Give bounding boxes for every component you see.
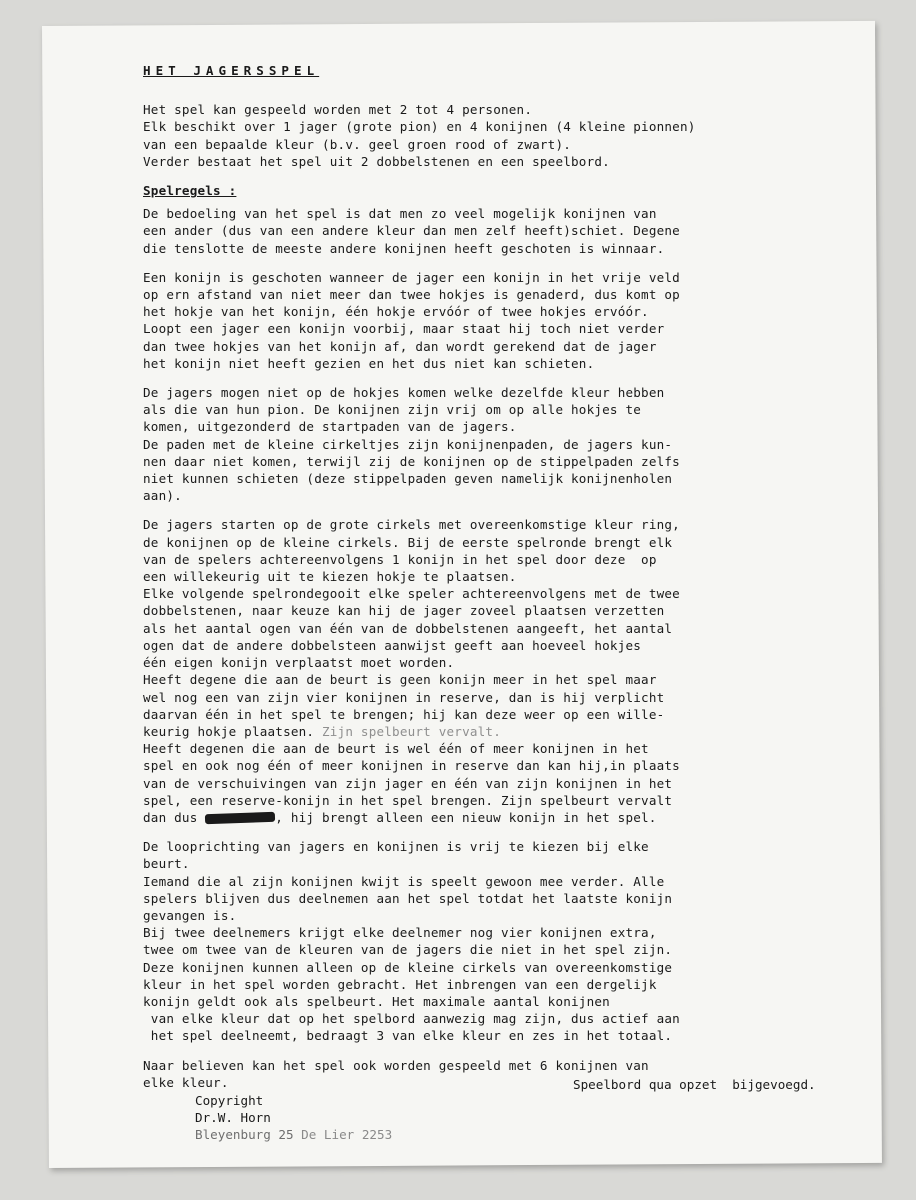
text-line: Elk beschikt over 1 jager (grote pion) en 4 konijnen (4 kleine pionnen): [143, 119, 696, 135]
author-footer: [195, 1092, 392, 1144]
text-line: daarvan één in het spel te brengen; hij kan deze weer op een wille-: [143, 706, 665, 722]
text-line: spel, een reserve-konijn in het spel brengen. Zijn spelbeurt vervalt: [143, 792, 673, 808]
text-line: op ern afstand van niet meer dan twee hokjes is genaderd, dus komt op: [143, 287, 680, 303]
text-line: een willekeurig uit te kiezen hokje te plaatsen.: [143, 569, 517, 585]
text-line: Een konijn is geschoten wanneer de jager een konijn in het vrije veld: [143, 269, 680, 285]
text-line: die tenslotte de meeste andere konijnen heeft geschoten is winnaar.: [143, 240, 665, 256]
text-line: De jagers starten op de grote cirkels met overeenkomstige kleur ring,: [143, 517, 680, 533]
text-line: dan twee hokjes van het konijn af, dan wordt gerekend dat de jager: [143, 338, 657, 354]
text-line: nen daar niet komen, terwijl zij de konijnen op de stippelpaden zelfs: [143, 453, 680, 469]
text-line: het spel deelneemt, bedraagt 3 van elke kleur en zes in het totaal.: [143, 1028, 673, 1044]
text-line: spelers blijven dus deelnemen aan het spel totdat het laatste konijn: [143, 890, 673, 906]
text-line: wel nog een van zijn vier konijnen in reserve, dan is hij verplicht: [143, 689, 665, 705]
address-street: Bleyenburg 25: [195, 1127, 294, 1143]
text-line: [143, 809, 823, 826]
text-line: twee om twee van de kleuren van de jagers die niet in het spel zijn.: [143, 942, 673, 958]
text-line: Heeft degenen die aan de beurt is wel één of meer konijnen in het: [143, 741, 649, 757]
text-line: Loopt een jager een konijn voorbij, maar staat hij toch niet verder: [143, 321, 665, 337]
author-address: [195, 1126, 392, 1143]
text-line: van een bepaalde kleur (b.v. geel groen rood of zwart).: [143, 136, 572, 152]
text-line: een ander (dus van een andere kleur dan men zelf heeft)schiet. Degene: [143, 223, 680, 239]
text-line: Elke volgende spelrondegooit elke speler achtereenvolgens met de twee: [143, 586, 680, 602]
text-line: het konijn niet heeft gezien en het dus niet kan schieten.: [143, 355, 595, 371]
text-line: elke kleur.: [143, 1074, 229, 1090]
rules-heading: Spelregels :: [143, 183, 237, 199]
text-line: van de spelers achtereenvolgens 1 konijn in het spel door deze op: [143, 551, 657, 567]
text-line: ogen dat de andere dobbelsteen aanwijst geeft aan hoeveel hokjes: [143, 637, 642, 653]
text-line: beurt.: [143, 856, 190, 872]
text-line: spel en ook nog één of meer konijnen in reserve dan kan hij,in plaats: [143, 758, 680, 774]
text-line: de konijnen op de kleine cirkels. Bij de eerste spelronde brengt elk: [143, 534, 673, 550]
text-fragment: dan dus: [143, 809, 206, 825]
rules-paragraph-5: [143, 838, 823, 1044]
text-line: kleur in het spel worden gebracht. Het inbrengen van een dergelijk: [143, 976, 657, 992]
board-enclosed-note: Speelbord qua opzet bijgevoegd.: [573, 1077, 816, 1092]
text-line: De jagers mogen niet op de hokjes komen welke dezelfde kleur hebben: [143, 385, 665, 401]
text-line: Naar believen kan het spel ook worden gespeeld met 6 konijnen van: [143, 1057, 649, 1073]
text-line: Verder bestaat het spel uit 2 dobbelstenen en een speelbord.: [143, 153, 610, 169]
text-line: Heeft degene die aan de beurt is geen konijn meer in het spel maar: [143, 672, 657, 688]
typed-document: [143, 62, 823, 1091]
text-line: het hokje van het konijn, één hokje ervóór of twee hokjes ervóór.: [143, 304, 649, 320]
intro-paragraph: [143, 101, 823, 170]
text-line: komen, uitgezonderd de startpaden van de jagers.: [143, 419, 517, 435]
text-line: Het spel kan gespeeld worden met 2 tot 4 personen.: [143, 102, 533, 118]
text-line: Iemand die al zijn konijnen kwijt is speelt gewoon mee verder. Alle: [143, 873, 665, 889]
text-line: niet kunnen schieten (deze stippelpaden geven namelijk konijnenholen: [143, 471, 673, 487]
rules-paragraph-2: [143, 269, 823, 372]
text-line: van de verschuivingen van zijn jager en één van zijn konijnen in het: [143, 775, 673, 791]
text-fragment: , hij brengt alleen een nieuw konijn in het spel.: [275, 809, 657, 825]
text-fragment: keurig hokje plaatsen.: [143, 723, 315, 739]
text-line: [143, 723, 823, 740]
text-line: De looprichting van jagers en konijnen is vrij te kiezen bij elke: [143, 839, 649, 855]
text-line: De bedoeling van het spel is dat men zo veel mogelijk konijnen van: [143, 206, 657, 222]
text-line: dobbelstenen, naar keuze kan hij de jager zoveel plaatsen verzetten: [143, 603, 665, 619]
text-line: Bij twee deelnemers krijgt elke deelnemer nog vier konijnen extra,: [143, 925, 657, 941]
text-line: als die van hun pion. De konijnen zijn vrij om op alle hokjes te: [143, 402, 642, 418]
author-name: Dr.W. Horn: [195, 1110, 271, 1126]
redaction-mark: [205, 812, 275, 824]
rules-paragraph-3: [143, 384, 823, 504]
text-line: konijn geldt ook als spelbeurt. Het maximale aantal konijnen: [143, 993, 610, 1009]
document-title: HET JAGERSSPEL: [143, 63, 320, 78]
copyright-label: Copyright: [195, 1093, 264, 1108]
text-line: van elke kleur dat op het spelbord aanwezig mag zijn, dus actief aan: [143, 1011, 680, 1027]
text-line: gevangen is.: [143, 907, 237, 923]
text-line: Deze konijnen kunnen alleen op de kleine cirkels van overeenkomstige: [143, 959, 673, 975]
rules-paragraph-1: [143, 205, 823, 257]
text-line: één eigen konijn verplaatst moet worden.: [143, 655, 455, 671]
text-line: aan).: [143, 488, 182, 504]
address-stamp: De Lier 2253: [301, 1127, 393, 1143]
rules-paragraph-4: [143, 516, 823, 826]
text-line: De paden met de kleine cirkeltjes zijn konijnenpaden, de jagers kun-: [143, 436, 673, 452]
faint-text-fragment: Zijn spelbeurt vervalt.: [314, 723, 501, 739]
text-line: als het aantal ogen van één van de dobbelstenen aangeeft, het aantal: [143, 620, 673, 636]
